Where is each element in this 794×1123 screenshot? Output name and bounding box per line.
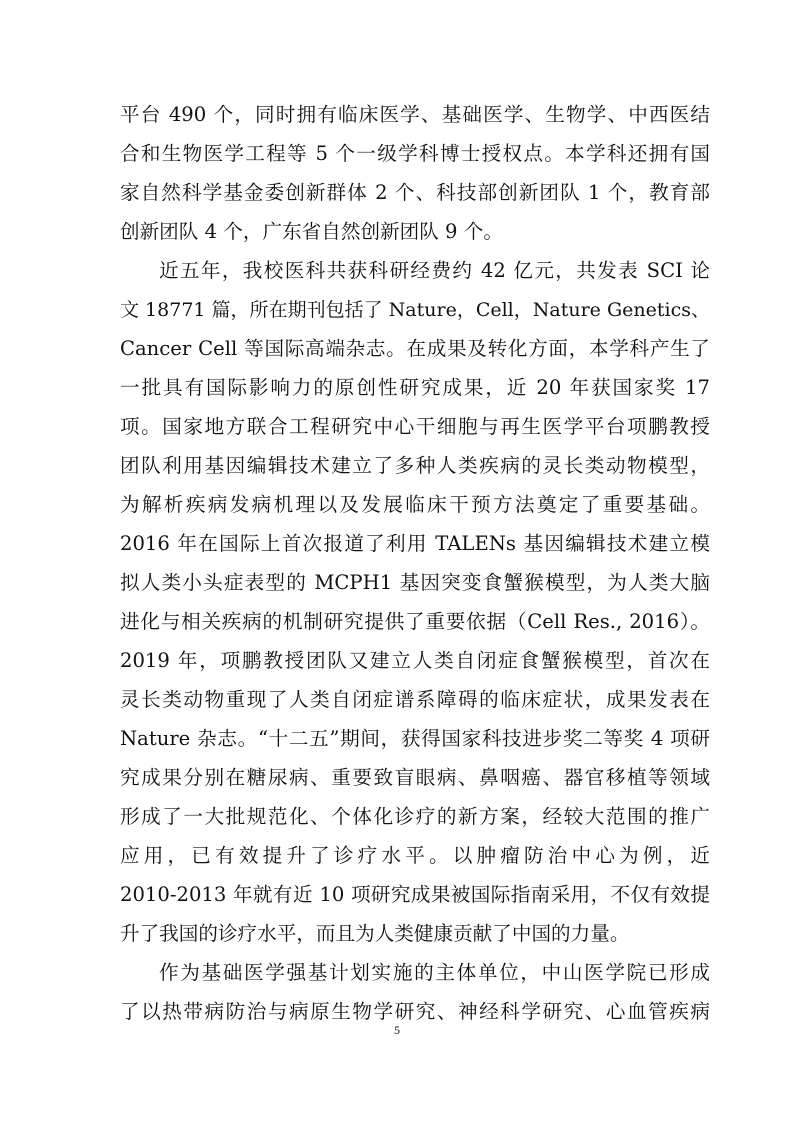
text-line: Cancer Cell 等国际高端杂志。在成果及转化方面，本学科产生了 (120, 337, 710, 360)
text-line: 究成果分别在糖尿病、重要致盲眼病、鼻咽癌、器官移植等领域 (120, 766, 710, 789)
text-line: 家自然科学基金委创新群体 2 个、科技部创新团队 1 个，教育部 (120, 181, 710, 204)
text-line: 灵长类动物重现了人类自闭症谱系障碍的临床症状，成果发表在 (120, 688, 710, 711)
text-line: 拟人类小头症表型的 MCPH1 基因突变食蟹猴模型，为人类大脑 (120, 571, 710, 594)
text-line: 形成了一大批规范化、个体化诊疗的新方案，经较大范围的推广 (120, 805, 710, 828)
text-line: 团队利用基因编辑技术建立了多种人类疾病的灵长类动物模型， (120, 454, 710, 477)
text-line: 为解析疾病发病机理以及发展临床干预方法奠定了重要基础。 (120, 493, 710, 516)
text-line: 2016 年在国际上首次报道了利用 TALENs 基因编辑技术建立模 (120, 532, 710, 555)
text-line: 文 18771 篇，所在期刊包括了 Nature，Cell，Nature Genetics、 (120, 299, 710, 321)
text-line: 进化与相关疾病的机制研究提供了重要依据（Cell Res., 2016）。 (120, 610, 710, 633)
text-line: 了以热带病防治与病原生物学研究、神经科学研究、心血管疾病 (120, 1000, 710, 1023)
text-line: 近五年，我校医科共获科研经费约 42 亿元，共发表 SCI 论 (159, 259, 710, 282)
text-line: 项。国家地方联合工程研究中心干细胞与再生医学平台项鹏教授 (120, 415, 710, 438)
text-line: 作为基础医学强基计划实施的主体单位，中山医学院已形成 (159, 961, 710, 984)
text-line: Nature 杂志。“十二五”期间，获得国家科技进步奖二等奖 4 项研 (120, 727, 710, 750)
text-line: 平台 490 个，同时拥有临床医学、基础医学、生物学、中西医结 (120, 103, 710, 126)
page-number: 5 (394, 1023, 400, 1037)
text-line: 2010-2013 年就有近 10 项研究成果被国际指南采用，不仅有效提 (120, 883, 710, 906)
text-line: 创新团队 4 个，广东省自然创新团队 9 个。 (120, 220, 503, 243)
text-line: 一批具有国际影响力的原创性研究成果，近 20 年获国家奖 17 (120, 376, 710, 399)
text-line: 升了我国的诊疗水平，而且为人类健康贡献了中国的力量。 (120, 922, 630, 945)
text-line: 2019 年，项鹏教授团队又建立人类自闭症食蟹猴模型，首次在 (120, 649, 710, 672)
text-line: 合和生物医学工程等 5 个一级学科博士授权点。本学科还拥有国 (120, 142, 710, 165)
text-line: 应用，已有效提升了诊疗水平。以肿瘤防治中心为例，近 (120, 844, 710, 867)
